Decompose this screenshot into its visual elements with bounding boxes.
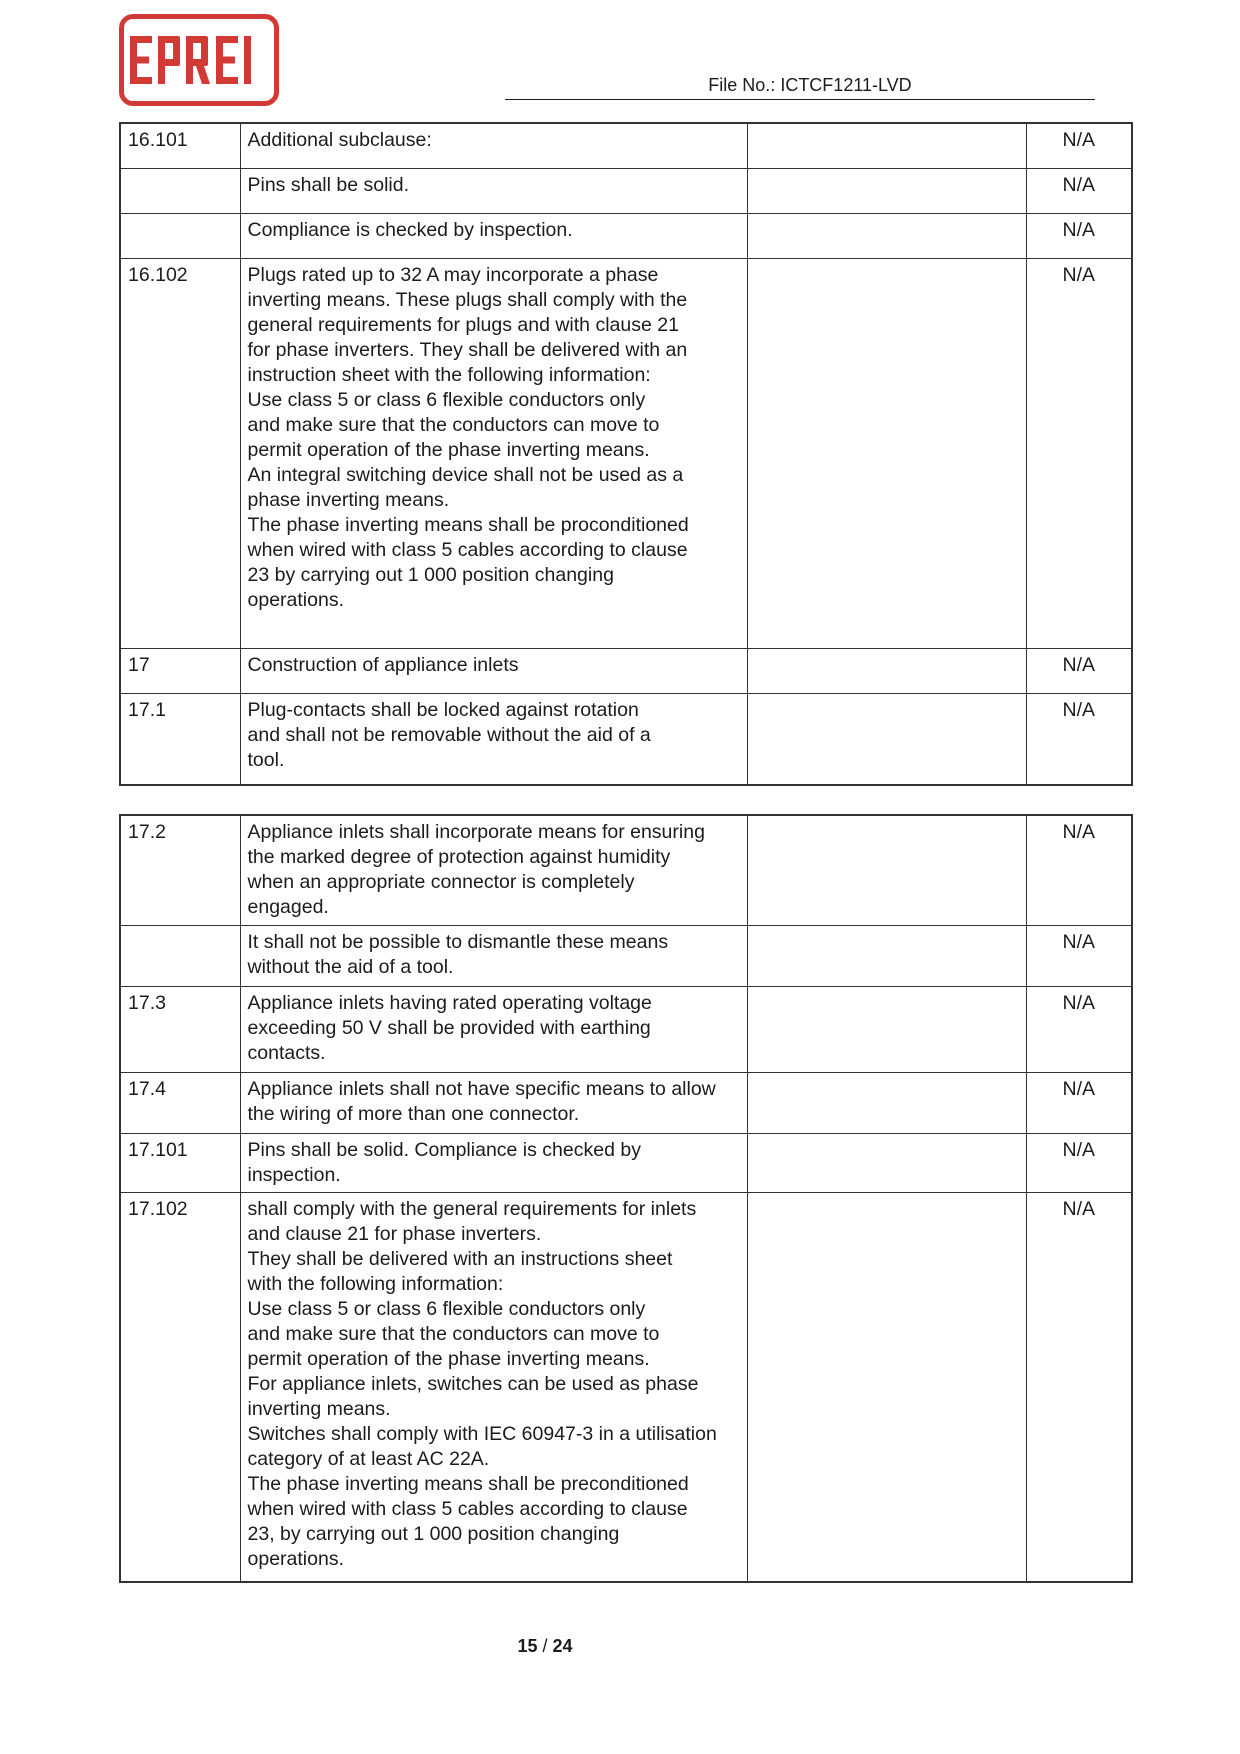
requirement-text: Plug-contacts shall be locked against rotation and shall not be removable without the aid of a tool. (240, 693, 747, 785)
table-row (120, 258, 1132, 648)
clause-table-1 (119, 122, 1133, 786)
clause-number: 16.102 (120, 258, 240, 648)
requirement-text: Appliance inlets shall incorporate means for ensuring the marked degree of protection against humidity when an appropriate connector is completely engaged. (240, 815, 747, 925)
verdict-cell: N/A (1026, 1192, 1132, 1582)
result-cell (747, 213, 1026, 258)
clause-number (120, 168, 240, 213)
result-cell (747, 1072, 1026, 1133)
table-row (120, 1192, 1132, 1582)
page-separator: / (542, 1636, 548, 1656)
verdict-cell: N/A (1026, 986, 1132, 1072)
result-cell (747, 168, 1026, 213)
requirement-text: It shall not be possible to dismantle these means without the aid of a tool. (240, 925, 747, 986)
total-pages: 24 (552, 1636, 573, 1656)
table-row (120, 1072, 1132, 1133)
verdict-cell: N/A (1026, 815, 1132, 925)
table-row (120, 986, 1132, 1072)
company-logo (119, 14, 279, 106)
result-cell (747, 1192, 1026, 1582)
requirement-text: Appliance inlets having rated operating voltage exceeding 50 V shall be provided with earthing contacts. (240, 986, 747, 1072)
verdict-cell: N/A (1026, 258, 1132, 648)
clause-number: 17 (120, 648, 240, 693)
clause-number: 17.4 (120, 1072, 240, 1133)
requirement-text: Pins shall be solid. (240, 168, 747, 213)
clause-number: 17.3 (120, 986, 240, 1072)
table-row (120, 648, 1132, 693)
verdict-cell: N/A (1026, 1133, 1132, 1192)
clause-number (120, 925, 240, 986)
clause-number (120, 213, 240, 258)
page-number (0, 1636, 1090, 1657)
table-row (120, 213, 1132, 258)
clause-number: 17.101 (120, 1133, 240, 1192)
result-cell (747, 123, 1026, 168)
logo-lettering (126, 28, 272, 92)
clause-number: 17.1 (120, 693, 240, 785)
table-row (120, 123, 1132, 168)
requirement-text: Additional subclause: (240, 123, 747, 168)
table-row (120, 1133, 1132, 1192)
result-cell (747, 925, 1026, 986)
requirement-text: Compliance is checked by inspection. (240, 213, 747, 258)
verdict-cell: N/A (1026, 925, 1132, 986)
result-cell (747, 815, 1026, 925)
table-row (120, 815, 1132, 925)
requirement-text: shall comply with the general requirements for inlets and clause 21 for phase inverters. They shall be delivered with an instructions sheet with the following information: Use class 5 or class 6 flexible conductors only and make sure that the conductors can move to permit operation of the phase inverting means. For appliance inlets, switches can be used as phase inverting means. Switches shall comply with IEC 60947-3 in a utilisation category of at least AC 22A. The phase inverting means shall be preconditioned when wired with class 5 cables according to clause 23, by carrying out 1 000 position changing operations. (240, 1192, 747, 1582)
verdict-cell: N/A (1026, 693, 1132, 785)
verdict-cell: N/A (1026, 1072, 1132, 1133)
verdict-cell: N/A (1026, 168, 1132, 213)
verdict-cell: N/A (1026, 648, 1132, 693)
requirement-text: Pins shall be solid. Compliance is checked by inspection. (240, 1133, 747, 1192)
verdict-cell: N/A (1026, 213, 1132, 258)
table-row (120, 693, 1132, 785)
result-cell (747, 693, 1026, 785)
result-cell (747, 1133, 1026, 1192)
table-row (120, 168, 1132, 213)
result-cell (747, 986, 1026, 1072)
result-cell (747, 648, 1026, 693)
clause-table-2 (119, 814, 1133, 1583)
requirement-text: Plugs rated up to 32 A may incorporate a phase inverting means. These plugs shall comply with the general requirements for plugs and with clause 21 for phase inverters. They shall be delivered with an instruction sheet with the following information: Use class 5 or class 6 flexible conductors only and make sure that the conductors can move to permit operation of the phase inverting means. An integral switching device shall not be used as a phase inverting means. The phase inverting means shall be proconditioned when wired with class 5 cables according to clause 23 by carrying out 1 000 position changing operations. (240, 258, 747, 648)
clause-number: 16.101 (120, 123, 240, 168)
verdict-cell: N/A (1026, 123, 1132, 168)
file-number: File No.: ICTCF1211-LVD (505, 76, 1095, 100)
clause-number: 17.2 (120, 815, 240, 925)
result-cell (747, 258, 1026, 648)
clause-number: 17.102 (120, 1192, 240, 1582)
requirement-text: Appliance inlets shall not have specific means to allow the wiring of more than one connector. (240, 1072, 747, 1133)
table-row (120, 925, 1132, 986)
current-page: 15 (517, 1636, 538, 1656)
requirement-text: Construction of appliance inlets (240, 648, 747, 693)
